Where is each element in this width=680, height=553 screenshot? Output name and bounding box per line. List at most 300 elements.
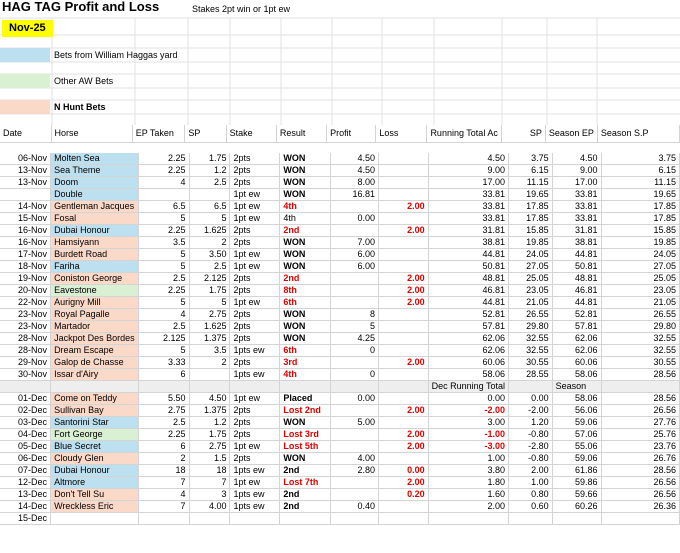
loss-cell[interactable]: 0.00 [378, 465, 428, 477]
sp-running-cell[interactable]: 1.20 [508, 417, 552, 429]
profit-cell[interactable] [330, 381, 378, 393]
season-sp-cell[interactable]: 26.76 [601, 453, 679, 465]
result-cell[interactable]: Lost 7th [280, 477, 330, 489]
stake-cell[interactable]: 1pt ew [230, 261, 280, 273]
season-sp-cell[interactable]: 26.56 [601, 405, 679, 417]
horse-cell[interactable]: Jackpot Des Bordes [51, 333, 139, 345]
date-cell[interactable]: 04-Dec [0, 429, 51, 441]
date-cell[interactable]: 17-Nov [0, 249, 51, 261]
profit-cell[interactable]: 6.00 [330, 249, 378, 261]
profit-cell[interactable]: 6.00 [330, 261, 378, 273]
sp-running-cell[interactable]: 15.85 [508, 225, 552, 237]
date-cell[interactable]: 02-Dec [0, 405, 51, 417]
result-cell[interactable]: WON [280, 249, 330, 261]
header-ep-taken[interactable]: EP Taken [132, 125, 185, 142]
ep-cell[interactable]: 5 [138, 261, 189, 273]
season-sp-cell[interactable]: 23.05 [601, 285, 679, 297]
sp-cell[interactable]: 1.5 [189, 453, 230, 465]
ep-cell[interactable]: 18 [138, 465, 189, 477]
date-cell[interactable]: 15-Dec [0, 513, 51, 525]
sp-cell[interactable]: 2 [189, 357, 230, 369]
header-loss[interactable]: Loss [376, 125, 427, 142]
result-cell[interactable] [280, 513, 330, 525]
season-ep-cell[interactable]: 58.06 [552, 393, 601, 405]
result-cell[interactable]: WON [280, 309, 330, 321]
month-cell[interactable]: Nov-25 [2, 20, 53, 37]
loss-cell[interactable]: 2.00 [378, 297, 428, 309]
season-ep-cell[interactable]: 33.81 [552, 201, 601, 213]
horse-cell[interactable]: Blue Secret [51, 441, 139, 453]
sp-cell[interactable]: 6.5 [189, 201, 230, 213]
ep-cell[interactable]: 2.25 [138, 153, 189, 165]
header-running-total[interactable]: Running Total Ac [427, 125, 501, 142]
running-total-cell[interactable]: 33.81 [428, 201, 508, 213]
running-total-cell[interactable]: 46.81 [428, 285, 508, 297]
season-ep-cell[interactable]: 57.81 [552, 321, 601, 333]
season-sp-cell[interactable]: 26.36 [601, 501, 679, 513]
profit-cell[interactable] [330, 429, 378, 441]
header-season-ep[interactable]: Season EP [545, 125, 597, 142]
result-cell[interactable]: 6th [280, 345, 330, 357]
loss-cell[interactable]: 2.00 [378, 477, 428, 489]
profit-cell[interactable]: 8 [330, 309, 378, 321]
sp-cell[interactable]: 2.125 [189, 273, 230, 285]
date-cell[interactable]: 05-Dec [0, 441, 51, 453]
loss-cell[interactable]: 2.00 [378, 225, 428, 237]
season-sp-cell[interactable]: 30.55 [601, 357, 679, 369]
ep-cell[interactable]: 2.25 [138, 285, 189, 297]
ep-cell[interactable]: 4 [138, 489, 189, 501]
stake-cell[interactable]: 1pt ew [230, 393, 280, 405]
profit-cell[interactable]: 4.50 [330, 153, 378, 165]
sp-cell[interactable]: 2.5 [189, 177, 230, 189]
sp-running-cell[interactable]: 30.55 [508, 357, 552, 369]
horse-cell[interactable]: Molten Sea [51, 153, 139, 165]
ep-cell[interactable]: 4 [138, 309, 189, 321]
season-ep-cell[interactable] [552, 513, 601, 525]
date-cell[interactable]: 01-Dec [0, 393, 51, 405]
stake-cell[interactable]: 2pts [230, 453, 280, 465]
horse-cell[interactable]: Don't Tell Su [51, 489, 139, 501]
stake-cell[interactable] [230, 381, 280, 393]
sp-cell[interactable]: 18 [189, 465, 230, 477]
season-sp-cell[interactable]: 3.75 [601, 153, 679, 165]
date-cell[interactable] [0, 189, 51, 201]
horse-cell[interactable]: Eavestone [51, 285, 139, 297]
ep-cell[interactable]: 5.50 [138, 393, 189, 405]
date-cell[interactable]: 29-Nov [0, 357, 51, 369]
result-cell[interactable]: 4th [280, 201, 330, 213]
stake-cell[interactable]: 1pt ew [230, 477, 280, 489]
stake-cell[interactable]: 2pts [230, 237, 280, 249]
horse-cell[interactable]: Sea Theme [51, 165, 139, 177]
sp-running-cell[interactable]: 1.00 [508, 477, 552, 489]
stake-cell[interactable]: 1pt ew [230, 441, 280, 453]
running-total-cell[interactable]: 2.00 [428, 501, 508, 513]
season-sp-cell[interactable]: 26.56 [601, 489, 679, 501]
result-cell[interactable]: 3rd [280, 357, 330, 369]
horse-cell[interactable]: Fort George [51, 429, 139, 441]
stake-cell[interactable]: 1pt ew [230, 201, 280, 213]
result-cell[interactable]: 2nd [280, 465, 330, 477]
ep-cell[interactable]: 4 [138, 177, 189, 189]
season-ep-cell[interactable]: 62.06 [552, 345, 601, 357]
horse-cell[interactable]: Sullivan Bay [51, 405, 139, 417]
loss-cell[interactable] [378, 501, 428, 513]
loss-cell[interactable] [378, 417, 428, 429]
season-ep-cell[interactable]: 17.00 [552, 177, 601, 189]
loss-cell[interactable] [378, 249, 428, 261]
result-cell[interactable]: WON [280, 333, 330, 345]
season-ep-cell[interactable]: 61.86 [552, 465, 601, 477]
running-total-cell[interactable]: -2.00 [428, 405, 508, 417]
sp-running-cell[interactable]: -0.80 [508, 429, 552, 441]
sp-cell[interactable]: 1.2 [189, 165, 230, 177]
stake-cell[interactable]: 1pt ew [230, 249, 280, 261]
horse-cell[interactable]: Santorini Star [51, 417, 139, 429]
ep-cell[interactable]: 5 [138, 345, 189, 357]
profit-cell[interactable] [330, 225, 378, 237]
profit-cell[interactable]: 5 [330, 321, 378, 333]
horse-cell[interactable]: Dubai Honour [51, 225, 139, 237]
sp-running-cell[interactable]: 25.05 [508, 273, 552, 285]
ep-cell[interactable]: 7 [138, 501, 189, 513]
sp-running-cell[interactable]: 0.80 [508, 489, 552, 501]
season-ep-cell[interactable]: 33.81 [552, 189, 601, 201]
header-season-sp[interactable]: Season S.P [597, 125, 679, 142]
horse-cell[interactable]: Martador [51, 321, 139, 333]
season-ep-cell[interactable]: 44.81 [552, 297, 601, 309]
season-ep-cell[interactable]: 52.81 [552, 309, 601, 321]
stake-cell[interactable]: 2pts [230, 309, 280, 321]
loss-cell[interactable] [378, 177, 428, 189]
result-cell[interactable]: WON [280, 417, 330, 429]
sp-running-cell[interactable]: 6.15 [508, 165, 552, 177]
sp-running-cell[interactable]: 32.55 [508, 333, 552, 345]
stake-cell[interactable]: 1pt ew [230, 213, 280, 225]
ep-cell[interactable]: 2.5 [138, 321, 189, 333]
loss-cell[interactable] [378, 513, 428, 525]
season-ep-cell[interactable]: 62.06 [552, 333, 601, 345]
sp-running-cell[interactable]: 0.00 [508, 393, 552, 405]
loss-cell[interactable] [378, 333, 428, 345]
date-cell[interactable]: 19-Nov [0, 273, 51, 285]
profit-cell[interactable]: 0 [330, 369, 378, 381]
horse-cell[interactable]: Dubai Honour [51, 465, 139, 477]
sp-running-cell[interactable]: 28.55 [508, 369, 552, 381]
season-ep-cell[interactable]: 38.81 [552, 237, 601, 249]
ep-cell[interactable]: 2.25 [138, 429, 189, 441]
running-total-cell[interactable]: 58.06 [428, 369, 508, 381]
result-cell[interactable]: 2nd [280, 225, 330, 237]
loss-cell[interactable] [378, 165, 428, 177]
date-cell[interactable]: 23-Nov [0, 309, 51, 321]
sp-running-cell[interactable]: 24.05 [508, 249, 552, 261]
season-sp-cell[interactable]: 15.85 [601, 225, 679, 237]
date-cell[interactable]: 16-Nov [0, 237, 51, 249]
running-total-cell[interactable]: -3.00 [428, 441, 508, 453]
result-cell[interactable] [280, 381, 330, 393]
sp-cell[interactable]: 1.375 [189, 333, 230, 345]
sp-cell[interactable] [189, 369, 230, 381]
season-ep-cell[interactable]: 55.06 [552, 441, 601, 453]
result-cell[interactable]: Lost 3rd [280, 429, 330, 441]
result-cell[interactable]: 2nd [280, 273, 330, 285]
sp-running-cell[interactable]: 27.05 [508, 261, 552, 273]
loss-cell[interactable]: 0.20 [378, 489, 428, 501]
season-ep-cell[interactable]: 60.06 [552, 357, 601, 369]
season-sp-cell[interactable]: 27.05 [601, 261, 679, 273]
sp-cell[interactable]: 2.75 [189, 309, 230, 321]
season-ep-cell[interactable]: 4.50 [552, 153, 601, 165]
horse-cell[interactable]: Cloudy Glen [51, 453, 139, 465]
ep-cell[interactable]: 2 [138, 453, 189, 465]
loss-cell[interactable] [378, 321, 428, 333]
horse-cell[interactable]: Royal Pagalle [51, 309, 139, 321]
stake-cell[interactable]: 2pts [230, 417, 280, 429]
running-total-cell[interactable]: 3.80 [428, 465, 508, 477]
running-total-cell[interactable]: Dec Running Total [428, 381, 508, 393]
profit-cell[interactable]: 4.00 [330, 453, 378, 465]
loss-cell[interactable] [378, 345, 428, 357]
horse-cell[interactable]: Issar d'Airy [51, 369, 139, 381]
result-cell[interactable]: Lost 5th [280, 441, 330, 453]
season-sp-cell[interactable]: 6.15 [601, 165, 679, 177]
running-total-cell[interactable]: 44.81 [428, 249, 508, 261]
running-total-cell[interactable]: 4.50 [428, 153, 508, 165]
date-cell[interactable]: 28-Nov [0, 333, 51, 345]
running-total-cell[interactable]: 50.81 [428, 261, 508, 273]
ep-cell[interactable]: 2.75 [138, 405, 189, 417]
result-cell[interactable]: WON [280, 261, 330, 273]
sp-cell[interactable] [189, 189, 230, 201]
stake-cell[interactable]: 2pts [230, 333, 280, 345]
stake-cell[interactable]: 1pt ew [230, 189, 280, 201]
sp-cell[interactable]: 5 [189, 297, 230, 309]
running-total-cell[interactable]: 31.81 [428, 225, 508, 237]
ep-cell[interactable]: 6 [138, 369, 189, 381]
profit-cell[interactable] [330, 489, 378, 501]
profit-cell[interactable] [330, 441, 378, 453]
running-total-cell[interactable]: 62.06 [428, 333, 508, 345]
profit-cell[interactable]: 2.80 [330, 465, 378, 477]
sp-cell[interactable]: 3 [189, 489, 230, 501]
date-cell[interactable]: 06-Nov [0, 153, 51, 165]
ep-cell[interactable] [138, 381, 189, 393]
header-date[interactable]: Date [0, 125, 51, 142]
date-cell[interactable]: 13-Nov [0, 165, 51, 177]
horse-cell[interactable]: Hamsiyann [51, 237, 139, 249]
stake-cell[interactable]: 1pts ew [230, 465, 280, 477]
sp-running-cell[interactable]: 17.85 [508, 213, 552, 225]
season-sp-cell[interactable] [601, 513, 679, 525]
date-cell[interactable]: 13-Nov [0, 177, 51, 189]
season-sp-cell[interactable]: 17.85 [601, 213, 679, 225]
sp-running-cell[interactable]: 17.85 [508, 201, 552, 213]
sp-cell[interactable]: 1.75 [189, 285, 230, 297]
ep-cell[interactable]: 2.25 [138, 225, 189, 237]
running-total-cell[interactable]: 57.81 [428, 321, 508, 333]
season-ep-cell[interactable]: 46.81 [552, 285, 601, 297]
season-ep-cell[interactable]: 44.81 [552, 249, 601, 261]
result-cell[interactable]: WON [280, 189, 330, 201]
season-ep-cell[interactable]: 33.81 [552, 213, 601, 225]
profit-cell[interactable]: 4.25 [330, 333, 378, 345]
sp-running-cell[interactable]: 32.55 [508, 345, 552, 357]
profit-cell[interactable] [330, 405, 378, 417]
result-cell[interactable]: 6th [280, 297, 330, 309]
date-cell[interactable]: 12-Dec [0, 477, 51, 489]
sp-running-cell[interactable]: 29.80 [508, 321, 552, 333]
running-total-cell[interactable]: 3.00 [428, 417, 508, 429]
sp-cell[interactable]: 1.625 [189, 321, 230, 333]
season-sp-cell[interactable] [601, 381, 679, 393]
ep-cell[interactable]: 6 [138, 441, 189, 453]
sp-running-cell[interactable]: -2.00 [508, 405, 552, 417]
ep-cell[interactable] [138, 513, 189, 525]
date-cell[interactable]: 14-Nov [0, 201, 51, 213]
loss-cell[interactable]: 2.00 [378, 201, 428, 213]
sp-running-cell[interactable]: 23.05 [508, 285, 552, 297]
sp-cell[interactable] [189, 513, 230, 525]
stake-cell[interactable]: 2pts [230, 273, 280, 285]
header-stake[interactable]: Stake [226, 125, 276, 142]
season-sp-cell[interactable]: 11.15 [601, 177, 679, 189]
season-sp-cell[interactable]: 25.05 [601, 273, 679, 285]
horse-cell[interactable]: Double [51, 189, 139, 201]
horse-cell[interactable]: Wreckless Eric [51, 501, 139, 513]
sp-running-cell[interactable] [508, 513, 552, 525]
stake-cell[interactable]: 2pts [230, 357, 280, 369]
running-total-cell[interactable] [428, 513, 508, 525]
sp-running-cell[interactable]: 3.75 [508, 153, 552, 165]
loss-cell[interactable] [378, 369, 428, 381]
ep-cell[interactable]: 5 [138, 297, 189, 309]
season-sp-cell[interactable]: 29.80 [601, 321, 679, 333]
season-sp-cell[interactable]: 21.05 [601, 297, 679, 309]
horse-cell[interactable] [51, 381, 139, 393]
season-ep-cell[interactable]: 56.06 [552, 405, 601, 417]
sp-cell[interactable]: 2 [189, 237, 230, 249]
sp-cell[interactable]: 1.75 [189, 153, 230, 165]
header-profit[interactable]: Profit [327, 125, 376, 142]
sp-cell[interactable]: 5 [189, 213, 230, 225]
loss-cell[interactable] [378, 153, 428, 165]
stake-cell[interactable]: 2pts [230, 153, 280, 165]
horse-cell[interactable]: Come on Teddy [51, 393, 139, 405]
horse-cell[interactable]: Burdett Road [51, 249, 139, 261]
season-ep-cell[interactable]: Season [552, 381, 601, 393]
profit-cell[interactable] [330, 513, 378, 525]
running-total-cell[interactable]: 1.00 [428, 453, 508, 465]
horse-cell[interactable]: Fosal [51, 213, 139, 225]
ep-cell[interactable]: 2.125 [138, 333, 189, 345]
season-ep-cell[interactable]: 58.06 [552, 369, 601, 381]
season-sp-cell[interactable]: 27.76 [601, 417, 679, 429]
sp-running-cell[interactable]: 2.00 [508, 465, 552, 477]
date-cell[interactable]: 06-Dec [0, 453, 51, 465]
running-total-cell[interactable]: 17.00 [428, 177, 508, 189]
profit-cell[interactable]: 7.00 [330, 237, 378, 249]
profit-cell[interactable]: 16.81 [330, 189, 378, 201]
season-sp-cell[interactable]: 17.85 [601, 201, 679, 213]
sp-running-cell[interactable]: 21.05 [508, 297, 552, 309]
result-cell[interactable]: WON [280, 153, 330, 165]
running-total-cell[interactable]: 1.80 [428, 477, 508, 489]
profit-cell[interactable] [330, 273, 378, 285]
date-cell[interactable]: 14-Dec [0, 501, 51, 513]
loss-cell[interactable] [378, 189, 428, 201]
running-total-cell[interactable]: 48.81 [428, 273, 508, 285]
running-total-cell[interactable]: 38.81 [428, 237, 508, 249]
season-sp-cell[interactable]: 25.76 [601, 429, 679, 441]
running-total-cell[interactable]: 9.00 [428, 165, 508, 177]
loss-cell[interactable] [378, 213, 428, 225]
profit-cell[interactable] [330, 285, 378, 297]
season-sp-cell[interactable]: 19.85 [601, 237, 679, 249]
season-sp-cell[interactable]: 24.05 [601, 249, 679, 261]
loss-cell[interactable]: 2.00 [378, 405, 428, 417]
sp-cell[interactable]: 3.5 [189, 345, 230, 357]
season-ep-cell[interactable]: 59.06 [552, 453, 601, 465]
sp-running-cell[interactable] [508, 381, 552, 393]
profit-cell[interactable]: 0 [330, 345, 378, 357]
date-cell[interactable] [0, 381, 51, 393]
date-cell[interactable]: 28-Nov [0, 345, 51, 357]
result-cell[interactable]: Lost 2nd [280, 405, 330, 417]
sp-running-cell[interactable]: -2.80 [508, 441, 552, 453]
sp-running-cell[interactable]: 11.15 [508, 177, 552, 189]
result-cell[interactable]: 2nd [280, 501, 330, 513]
sp-cell[interactable]: 3.50 [189, 249, 230, 261]
loss-cell[interactable]: 2.00 [378, 357, 428, 369]
stake-cell[interactable]: 2pts [230, 225, 280, 237]
season-sp-cell[interactable]: 26.55 [601, 309, 679, 321]
stake-cell[interactable]: 1pts ew [230, 489, 280, 501]
sp-cell[interactable]: 1.2 [189, 417, 230, 429]
ep-cell[interactable]: 7 [138, 477, 189, 489]
loss-cell[interactable] [378, 453, 428, 465]
horse-cell[interactable]: Doom [51, 177, 139, 189]
stake-cell[interactable]: 2pts [230, 321, 280, 333]
sp-cell[interactable]: 1.625 [189, 225, 230, 237]
loss-cell[interactable] [378, 237, 428, 249]
season-ep-cell[interactable]: 9.00 [552, 165, 601, 177]
horse-cell[interactable]: Aurigny Mill [51, 297, 139, 309]
result-cell[interactable]: 4th [280, 213, 330, 225]
ep-cell[interactable]: 2.25 [138, 165, 189, 177]
stake-cell[interactable]: 2pts [230, 177, 280, 189]
stake-cell[interactable]: 1pts ew [230, 345, 280, 357]
date-cell[interactable]: 22-Nov [0, 297, 51, 309]
ep-cell[interactable] [138, 189, 189, 201]
result-cell[interactable]: WON [280, 321, 330, 333]
sp-running-cell[interactable]: 19.85 [508, 237, 552, 249]
result-cell[interactable]: 4th [280, 369, 330, 381]
season-sp-cell[interactable]: 19.65 [601, 189, 679, 201]
season-ep-cell[interactable]: 59.06 [552, 417, 601, 429]
sp-cell[interactable]: 2.5 [189, 261, 230, 273]
profit-cell[interactable] [330, 477, 378, 489]
result-cell[interactable]: 2nd [280, 489, 330, 501]
profit-cell[interactable]: 5.00 [330, 417, 378, 429]
profit-cell[interactable]: 0.40 [330, 501, 378, 513]
running-total-cell[interactable]: 60.06 [428, 357, 508, 369]
result-cell[interactable]: WON [280, 237, 330, 249]
stake-cell[interactable]: 1pts ew [230, 369, 280, 381]
date-cell[interactable]: 13-Dec [0, 489, 51, 501]
ep-cell[interactable]: 6.5 [138, 201, 189, 213]
